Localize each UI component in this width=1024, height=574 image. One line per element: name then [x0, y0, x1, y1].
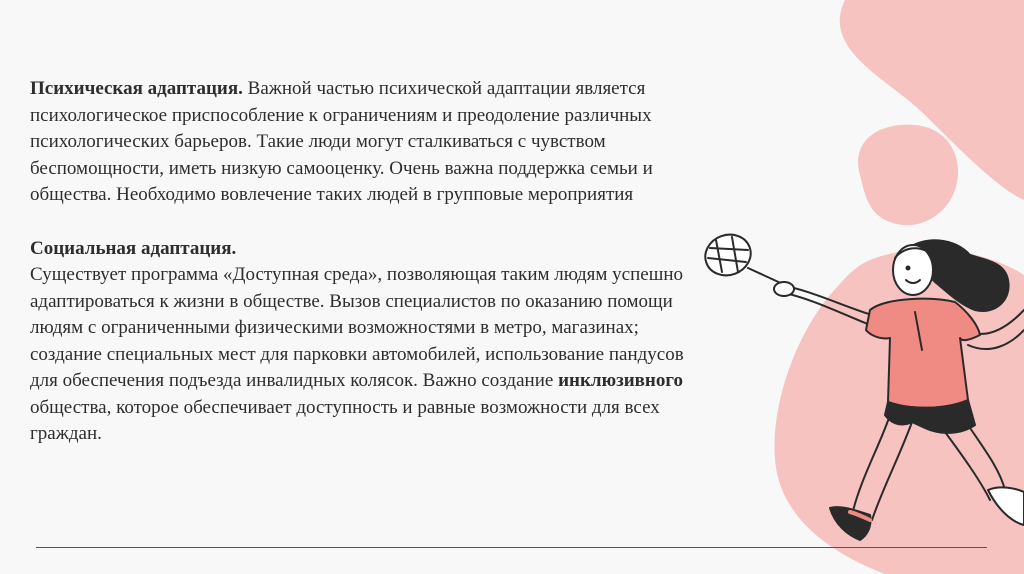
racket-icon — [700, 228, 785, 285]
psychological-adaptation-heading: Психическая адаптация. — [30, 78, 243, 99]
social-adaptation-body-part1: Существует программа «Доступная среда», позволяющая таким людям успешно адаптироваться к жизни в обществе. Вызов специалистов по оказанию помощи людям с ограниченными физическими возможностями в метро, магазинах; создание специальных мест для парковки автомобилей, использование пандусов для обеспечения подъезда инвалидных колясок. Важно создание — [30, 264, 684, 391]
pink-blob-small — [858, 125, 958, 226]
paragraph-gap — [30, 209, 690, 236]
inclusive-emphasis: инклюзивного — [558, 370, 684, 391]
social-adaptation-heading-line — [30, 236, 690, 263]
bottom-divider — [36, 547, 987, 548]
psychological-adaptation-body: Важной частью психической адаптации является психологическое приспособление к ограничениям и преодоление различных психологических барьеров. Такие люди могут сталкиваться с чувством беспомощности, иметь низкую самооценку. Очень важна поддержка семьи и общества. Необходимо вовлечение таких людей в групповые мероприятия — [30, 78, 653, 205]
psychological-adaptation-paragraph — [30, 76, 690, 209]
social-adaptation-heading: Социальная адаптация. — [30, 237, 237, 259]
text-block — [30, 76, 690, 448]
social-adaptation-body-part2: общества, которое обеспечивает доступность и равные возможности для всех граждан. — [30, 396, 660, 444]
social-adaptation-paragraph — [30, 262, 690, 448]
